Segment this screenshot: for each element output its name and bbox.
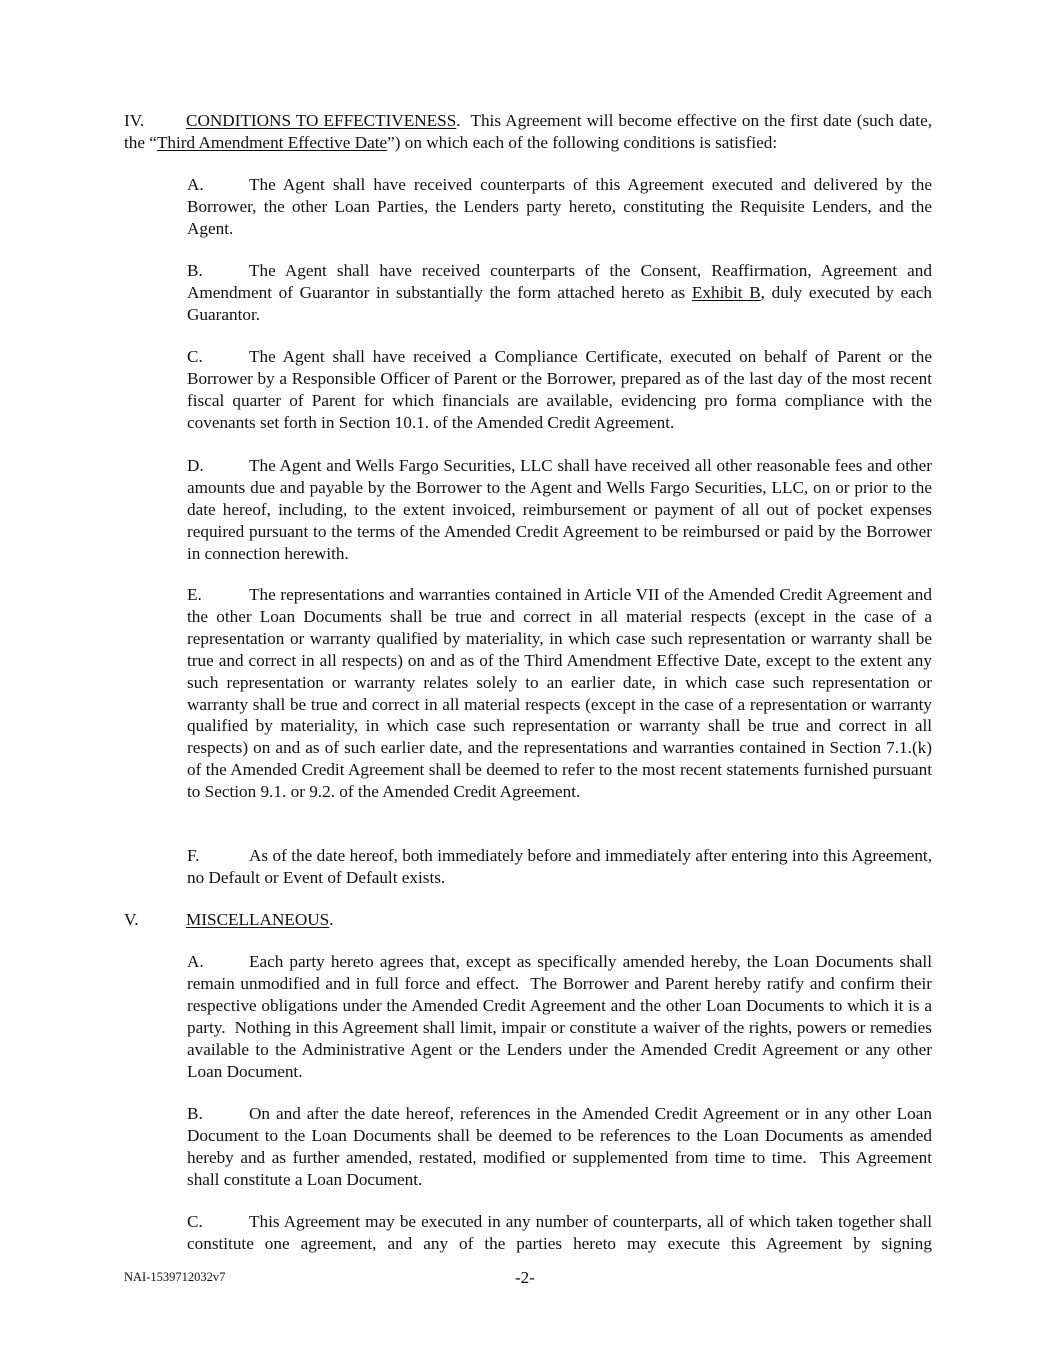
item-text: Each party hereto agrees that, except as specifically amended hereby, the Loan Documents shall remain unmodified and in full force and effect. The Borrower and Parent hereby ratify and confirm their respective obligations under the Amended Credit Agreement and the other Loan Documents to which it is a party. Nothing in this Agreement shall limit, impair or constitute a waiver of the rights, powers or remedies available to the Administrative Agent or the Lenders under the Amended Credit Agreement or any other Loan Document. [187,952,937,1081]
item-label: E. [187,585,202,604]
item-label: C. [187,347,203,366]
section-iv-item-c [187,346,932,434]
item-label: C. [187,1212,203,1231]
item-text-1: The Agent shall have received counterparts of the Consent, Reaffirmation, Agreement and Amendment of Guarantor in substantially the form attached hereto as [187,261,932,302]
defined-term-third-amendment-effective-date: Third Amendment Effective Date [156,132,388,152]
item-text: This Agreement may be executed in any number of counterparts, all of which taken together shall constitute one agreement, and any of the parties hereto may execute this Agreement by signing [187,1212,932,1253]
item-label: F. [187,846,200,865]
section-iv-intro [124,110,937,154]
heading-punct: . [329,910,334,929]
section-iv-heading: CONDITIONS TO EFFECTIVENESS [186,111,457,130]
section-iv-intro-text-1: This Agreement will become effective on the first date (such date, the “ [124,111,937,152]
item-text: The Agent and Wells Fargo Securities, LLC shall have received all other reasonable fees and other amounts due and payable by the Borrower to the Agent and Wells Fargo Securities, LLC, on or prior to the date hereof, including, to the extent invoiced, reimbursement or payment of all out of pocket expenses required pursuant to the terms of the Amended Credit Agreement to be reimbursed or paid by the Borrower in connection herewith. [187,456,932,563]
item-text-2: , duly executed by each Guarantor. [187,282,932,324]
item-text: The Agent shall have received a Compliance Certificate, executed on behalf of Parent or the Borrower by a Responsible Officer of Parent or the Borrower, prepared as of the last day of the most recent fiscal quarter of Parent for which financials are available, evidencing pro forma compliance with the covenants set forth in Section 10.1. of the Amended Credit Agreement. [187,347,932,432]
section-iv-item-a [187,174,932,240]
item-label: B. [187,261,203,280]
section-v-heading-line [124,909,932,931]
section-iv-item-d [187,455,932,565]
section-iv-number: IV. [124,111,145,130]
section-v-item-c [187,1211,932,1255]
section-iv-item-b [187,260,932,326]
heading-punct: . [456,111,461,130]
item-text: The Agent shall have received counterparts of this Agreement executed and delivered by the Borrower, the other Loan Parties, the Lenders party hereto, constituting the Requisite Lenders, and the Agent. [187,175,932,238]
section-iv-intro-text-2: ”) on which each of the following conditions is satisfied: [387,132,778,152]
section-v-number: V. [124,910,139,929]
item-label: A. [187,175,204,194]
document-id: NAI-1539712032v7 [124,1270,226,1284]
section-iv-item-f [187,845,932,889]
item-label: A. [187,952,204,971]
item-text: The representations and warranties contained in Article VII of the Amended Credit Agreement and the other Loan Documents shall be true and correct in all material respects (except in the case of a representation or warranty qualified by materiality, in which case such representation or warranty shall be true and correct in all respects) on and as of the Third Amendment Effective Date, except to the extent any such representation or warranty relates solely to an earlier date, in which case such representation or warranty shall be true and correct in all material respects (except in the case of a representation or warranty qualified by materiality, in which case such representation or warranty shall be true and correct in all respects) on and as of such earlier date, and the representations and warranties contained in Section 7.1.(k) of the Amended Credit Agreement shall be deemed to refer to the most recent statements furnished pursuant to Section 9.1. or 9.2. of the Amended Credit Agreement. [187,585,932,802]
item-label: D. [187,456,204,475]
section-v-item-b [187,1103,937,1191]
page-number: -2- [515,1268,535,1287]
exhibit-b-reference: Exhibit B [691,282,761,302]
item-text: As of the date hereof, both immediately before and immediately after entering into this Agreement, no Default or Event of Default exists. [187,846,932,887]
item-label: B. [187,1104,203,1123]
section-v-heading: MISCELLANEOUS [186,910,330,929]
section-v-item-a [187,951,937,1082]
item-text: On and after the date hereof, references in the Amended Credit Agreement or in any other Loan Document to the Loan Documents shall be deemed to be references to the Loan Documents as amended hereby and as further amended, restated, modified or supplemented from time to time. This Agreement shall constitute a Loan Document. [187,1104,937,1189]
section-iv-item-e [187,584,932,803]
